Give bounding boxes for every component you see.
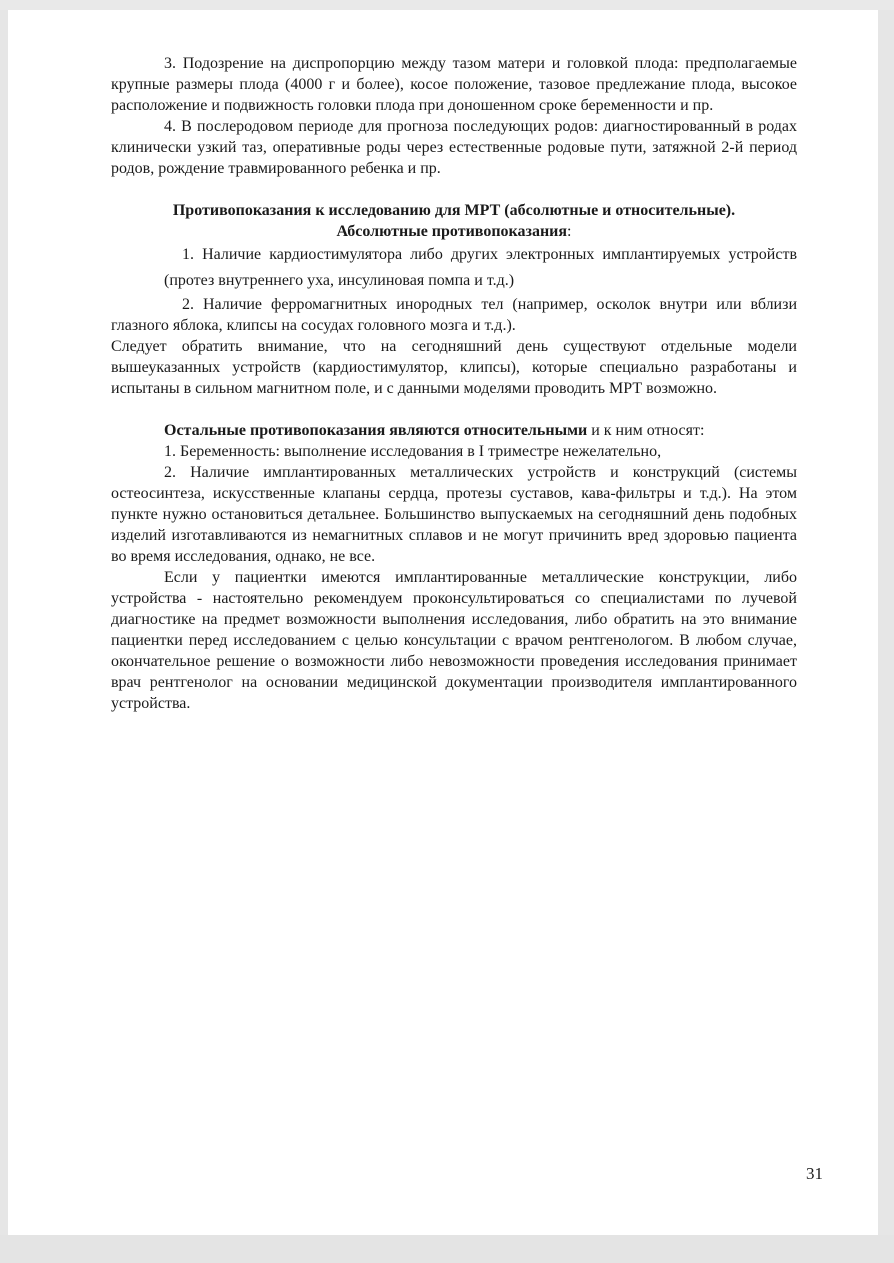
section-heading-contraindications: Противопоказания к исследованию для МРТ (абсолютные и относительные).: [172, 202, 736, 219]
scan-border-bottom: [0, 1235, 894, 1263]
absolute-item-1: 1. Наличие кардиостимулятора либо других электронных имплантируемых устройств (протез внутреннего уха, инсулиновая помпа и т.д.): [164, 246, 797, 289]
relative-intro: [111, 420, 797, 441]
page-number: 31: [806, 1164, 823, 1183]
relative-intro-rest: и к ним относят:: [587, 422, 705, 439]
subheading-absolute: [111, 221, 797, 242]
spacer: [111, 399, 797, 420]
paragraph-indication-4: 4. В послеродовом периоде для прогноза последующих родов: диагностированный в родах клинически узкий таз, оперативные роды через естественные родовые пути, затяжной 2-й период родов, рождение травмированного ребенка и пр.: [111, 118, 797, 177]
spacer: [111, 179, 797, 200]
paragraph-consultation: Если у пациентки имеются имплантированные металлические конструкции, либо устройства - настоятельно рекомендуем проконсультироваться со специалистами по лучевой диагностике на предмет возможности выполнения исследования, либо обратить на это внимание пациентки перед исследованием с целью консультации с врачом рентгенологом. В любом случае, окончательное решение о возможности либо невозможности проведения исследования принимает врач рентгенолог на основании медицинской документации производителя имплантированного устройства.: [111, 569, 797, 712]
document-body: [111, 53, 797, 714]
absolute-item-2: 2. Наличие ферромагнитных инородных тел (например, осколок внутри или вблизи глазного яблока, клипсы на сосудах головного мозга и т.д.).: [111, 296, 797, 334]
scan-border-top: [0, 0, 894, 10]
paragraph-indication-3: 3. Подозрение на диспропорцию между тазом матери и головкой плода: предполагаемые крупные размеры плода (4000 г и более), косое положение, тазовое предлежание плода, высокое расположение и подвижность головки плода при доношенном сроке беременности и пр.: [111, 55, 797, 114]
relative-item-1: 1. Беременность: выполнение исследования в I триместре нежелательно,: [164, 443, 662, 460]
subheading-absolute-colon: :: [567, 223, 572, 240]
relative-item-2: 2. Наличие имплантированных металлических устройств и конструкций (системы остеосинтеза, искусственные клапаны сердца, протезы суставов, кава-фильтры и т.д.). На этом пункте нужно остановиться детальнее. Большинство выпускаемых на сегодняшний день подобных изделий изготавливаются из немагнитных сплавов и не могут причинить вред здоровью пациента во время исследования, однако, не все.: [111, 464, 797, 565]
subheading-absolute-text: Абсолютные противопоказания: [336, 223, 568, 240]
relative-intro-bold: Остальные противопоказания являются относительными: [164, 422, 588, 439]
absolute-note: Следует обратить внимание, что на сегодняшний день существуют отдельные модели вышеуказанных устройств (кардиостимулятор, клипсы), которые специально разработаны и испытаны в сильном магнитном поле, и с данными моделями проводить МРТ возможно.: [111, 338, 797, 397]
